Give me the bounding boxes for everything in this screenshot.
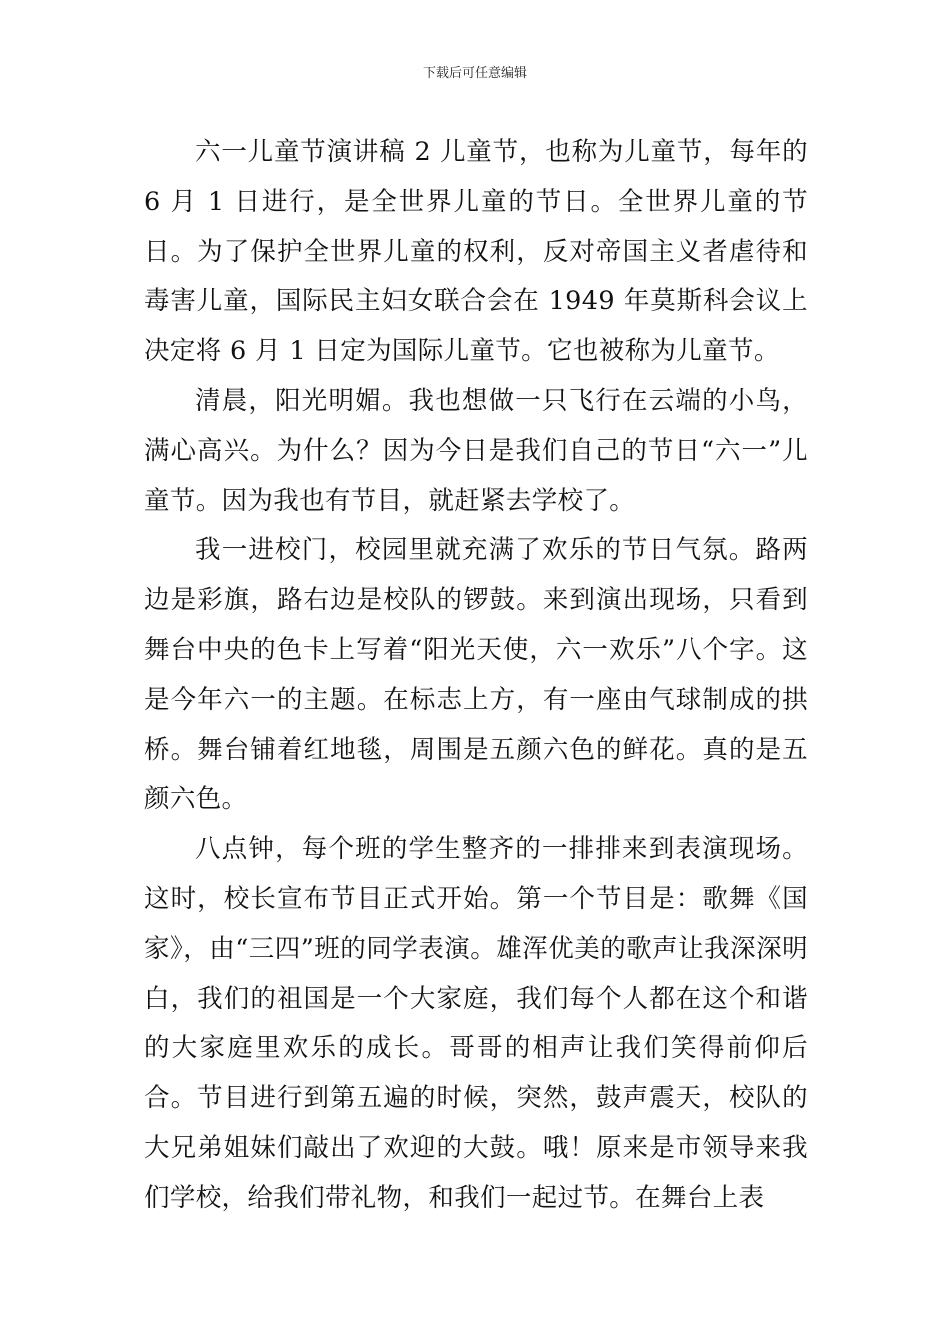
paragraph-4: 八点钟，每个班的学生整齐的一排排来到表演现场。这时，校长宣布节目正式开始。第一个节目是：歌舞《国家》，由“三四”班的同学表演。雄浑优美的歌声让我深深明白，我们的祖国是一个大家庭，我们每个人都在这个和谐的大家庭里欢乐的成长。哥哥的相声让我们笑得前仰后合。节目进行到第五遍的时候，突然，鼓声震天，校队的大兄弟姐妹们敲出了欢迎的大鼓。哦！原来是市领导来我们学校，给我们带礼物，和我们一起过节。在舞台上表 <box>144 834 808 1213</box>
paragraph-1: 六一儿童节演讲稿 2 儿童节，也称为儿童节，每年的 6 月 1 日进行，是全世界儿童的节日。全世界儿童的节日。为了保护全世界儿童的权利，反对帝国主义者虐待和毒害儿童，国际民主妇女联合会在 1949 年莫斯科会议上决定将 6 月 1 日定为国际儿童节。它也被称为儿童节。 <box>144 137 808 367</box>
paragraph-2: 清晨，阳光明媚。我也想做一只飞行在云端的小鸟，满心高兴。为什么？因为今日是我们自己的节日“六一”儿童节。因为我也有节目，就赶紧去学校了。 <box>144 385 808 516</box>
document-body <box>144 128 808 1224</box>
header-note: 下载后可任意编辑 <box>422 66 527 81</box>
paragraph-3: 我一进校门，校园里就充满了欢乐的节日气氛。路两边是彩旗，路右边是校队的锣鼓。来到演出现场，只看到舞台中央的色卡上写着“阳光天使，六一欢乐”八个字。这是今年六一的主题。在标志上方，有一座由气球制成的拱桥。舞台铺着红地毯，周围是五颜六色的鲜花。真的是五颜六色。 <box>144 535 808 815</box>
